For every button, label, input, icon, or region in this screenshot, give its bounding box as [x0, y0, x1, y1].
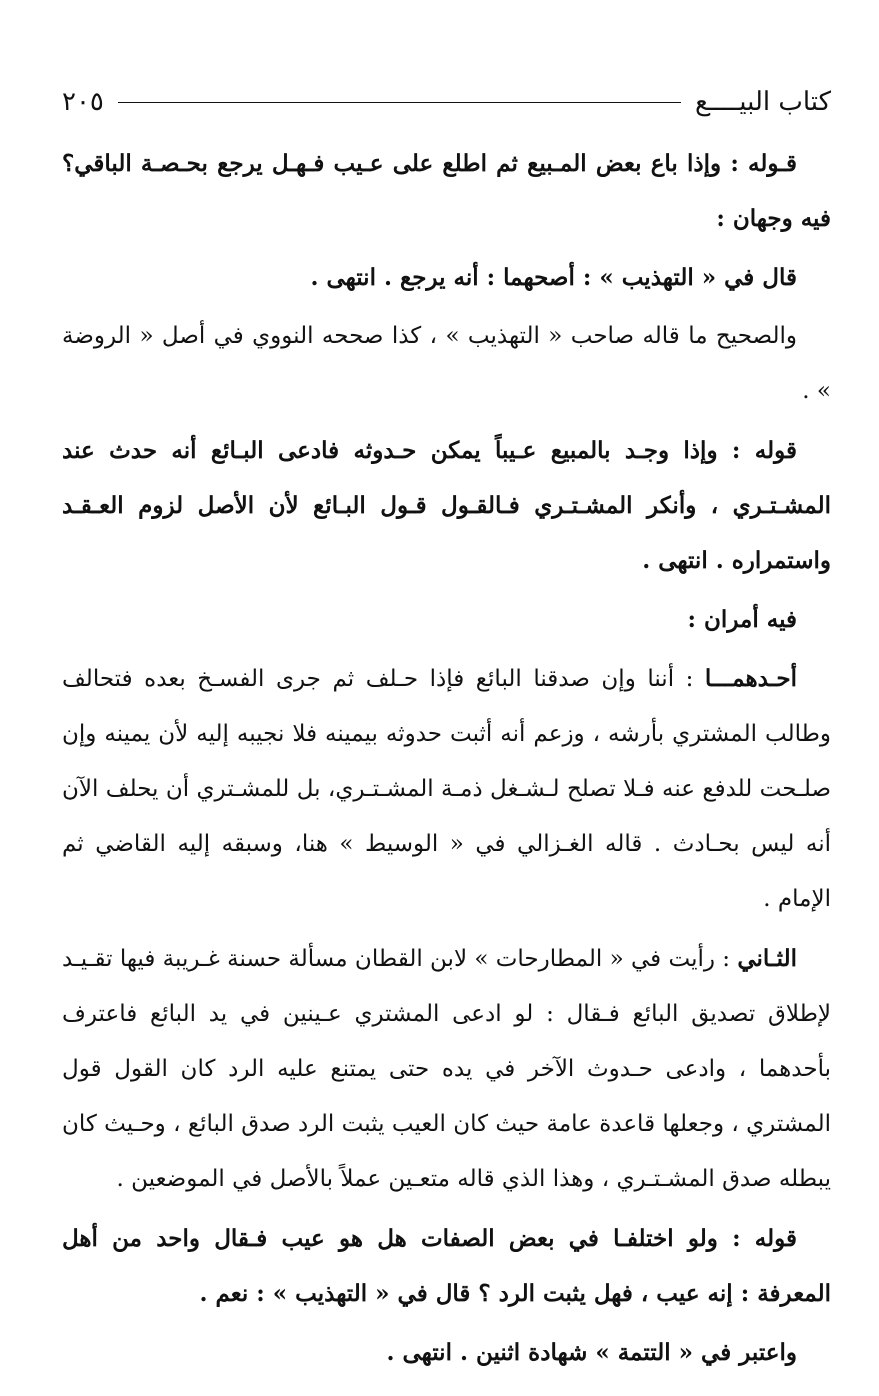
page-body [62, 136, 831, 1384]
paragraph [62, 592, 831, 647]
paragraph [62, 309, 831, 419]
paragraph-text: والصحيح ما قاله صاحب « التهذيب » ، كذا صححه النووي في أصل « الروضة » . [62, 323, 831, 404]
paragraph [62, 136, 831, 246]
paragraph-lead: أحـدهمـــا [704, 665, 797, 692]
chapter-title: كتاب البيــــع [694, 87, 831, 117]
paragraph-text: قـوله : وإذا باع بعض المـبيع ثم اطلع على عـيب فـهـل يرجع بحـصـة الباقي؟ فيه وجهان : [62, 150, 831, 232]
paragraph-text: : أننا وإن صدقنا البائع فإذا حـلف ثم جرى الفسـخ بعده فتحالف وطالب المشتري بأرشه ، وزعم أنه أثبت حدوثه بيمينه فلا نجيبه إليه لأن يمينه وإن صلـحت للدفع عنه فـلا تصلح لـشـغل ذمـة المشـتـري، بل للمشـتري أن يحلف الآن أنه ليس بحـادث . قاله الغـزالي في « الوسيط » هنا، وسبقه إليه القاضي ثم الإمام . [62, 666, 831, 912]
paragraph-text: قوله : وإذا وجـد بالمبيع عـيباً يمكن حـدوثه فادعى البـائع أنه حدث عند المشـتـري ، وأنكر المشـتـري فـالقـول قـول البـائع لأن الأصل لزوم العـقـد واستمراره . انتهى . [62, 437, 831, 574]
paragraph-text: فيه أمران : [687, 606, 797, 633]
paragraph [62, 250, 831, 305]
paragraph-text: واعتبر في « التتمة » شهادة اثنين . انتهى . [386, 1339, 797, 1366]
paragraph [62, 1325, 831, 1380]
paragraph [62, 1211, 831, 1321]
paragraph [62, 423, 831, 588]
paragraph [62, 931, 831, 1207]
paragraph-text: قوله : ولو اختلفـا في بعض الصفات هل هو عيب فـقال واحد من أهل المعرفة : إنه عيب ، فهل يثبت الرد ؟ قال في « التهذيب » : نعم . [62, 1225, 831, 1307]
running-header [62, 82, 831, 122]
paragraph-lead: الثـاني [737, 945, 797, 972]
page-number: ٢٠٥ [62, 87, 104, 117]
paragraph-text: قال في « التهذيب » : أصحهما : أنه يرجع . انتهى . [310, 264, 797, 291]
header-rule [118, 102, 681, 103]
paragraph [62, 651, 831, 927]
paragraph-text: : رأيت في « المطارحات » لابن القطان مسألة حسنة غـريبة فيها تقـيـد لإطلاق تصديق البائع فـقال : لو ادعى المشتري عـينين في يد البائع فاعترف بأحدهما ، وادعى حـدوث الآخر في يده حتى يمتنع عليه الرد كان القول قول المشتري ، وجعلها قاعدة عامة حيث كان العيب يثبت الرد صدق البائع ، وحـيث كان يبطله صدق المشـتـري ، وهذا الذي قاله متعـين عملاً بالأصل في الموضعين . [61, 946, 831, 1192]
